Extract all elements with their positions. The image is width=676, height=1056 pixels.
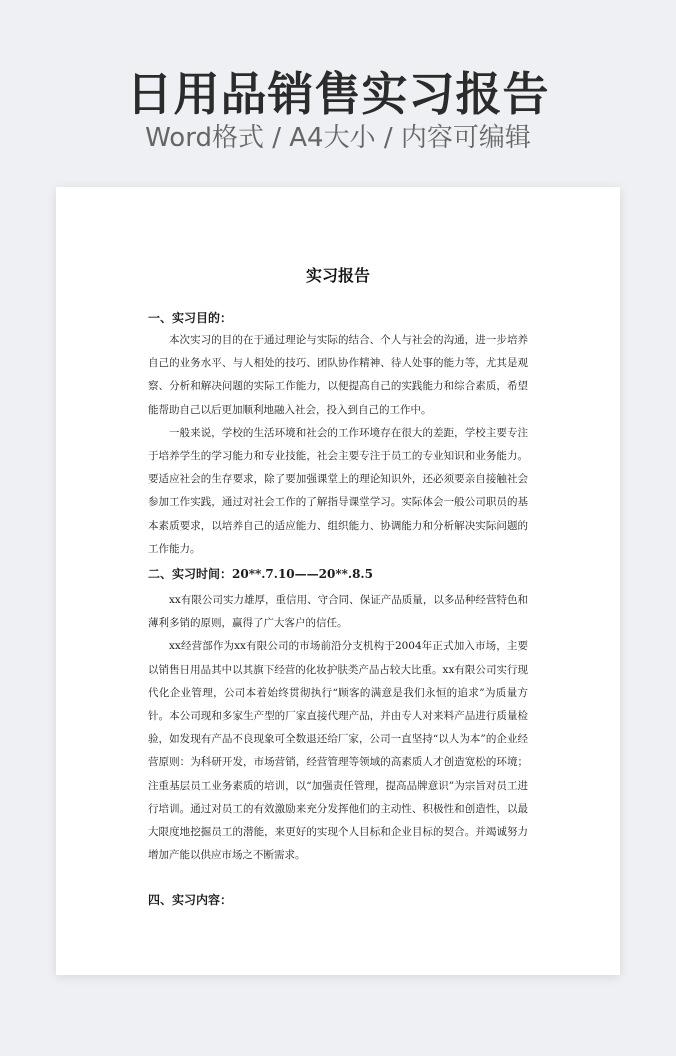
document-body [148, 307, 528, 911]
section-heading-content: 四、实习内容： [148, 893, 233, 908]
paragraph-purpose-1: 本次实习的目的在于通过理论与实际的结合、个人与社会的沟通，进一步培养自己的业务水平、与人相处的技巧、团队协作精神、待人处事的能力等，尤其是观察、分析和解决问题的实际工作能力，以便提高自己的实践能力和综合素质，希望能帮助自己以后更加顺利地融入社会，投入到自己的工作中。 [148, 334, 528, 416]
paragraph-company-1: xx有限公司实力雄厚，重信用、守合同、保证产品质量，以多品种经营特色和薄利多销的原则，赢得了广大客户的信任。 [148, 594, 528, 630]
section-heading-purpose: 一、实习目的： [148, 311, 233, 325]
banner-title: 日用品销售实习报告 [126, 67, 550, 121]
document-title: 实习报告 [305, 266, 370, 285]
document-page [56, 187, 620, 975]
section-heading-time: 二、实习时间：20**.7.10——20**.8.5 [148, 567, 373, 582]
paragraph-purpose-2: 一般来说，学校的生活环境和社会的工作环境存在很大的差距，学校主要专注于培养学生的学习能力和专业技能，社会主要专注于员工的专业知识和业务能力。要适应社会的生存要求，除了要加强课堂上的理论知识外，还必须要亲自接触社会参加工作实践，通过对社会工作的了解指导课堂学习。实际体会一般公司职员的基本素质要求，以培养自己的适应能力、组织能力、协调能力和分析解决实际问题的工作能力。 [148, 426, 528, 555]
banner-subtitle: Word格式 / A4大小 / 内容可编辑 [145, 123, 531, 153]
paragraph-company-2: xx经营部作为xx有限公司的市场前沿分支机构于2004年正式加入市场，主要以销售日用品其中以其旗下经营的化妆护肤类产品占较大比重。xx有限公司实行现代化企业管理，公司本着始终贯彻执行“顾客的满意是我们永恒的追求”为质量方针。本公司现和多家生产型的厂家直接代理产品，并由专人对来料产品进行质量检验，如发现有产品不良现象可全数退还给厂家，公司一直坚持“以人为本”的企业经营原则：为科研开发，市场营销，经营管理等领域的高素质人才创造宽松的环境；注重基层员工业务素质的培训，以“加强责任管理，提高品牌意识”为宗旨对员工进行培训。通过对员工的有效激励来充分发挥他们的主动性、积极性和创造性，以最大限度地挖掘员工的潜能，来更好的实现个人目标和企业目标的契合。并竭诚努力增加产能以供应市场之不断需求。 [148, 640, 528, 862]
